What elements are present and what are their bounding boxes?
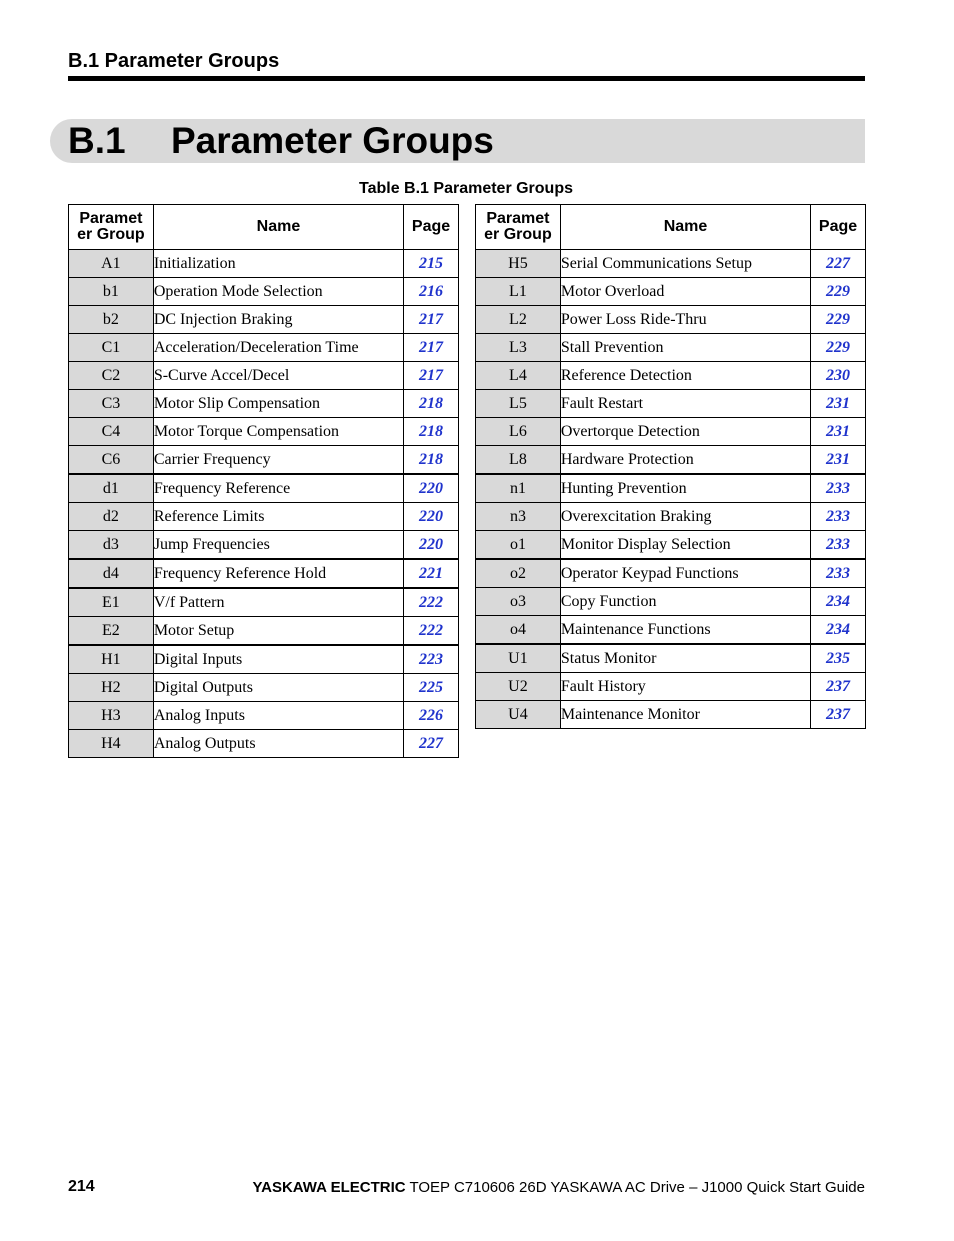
- parameter-name-cell: Initialization: [153, 250, 403, 278]
- table-row: [69, 474, 459, 503]
- parameter-name-cell: Carrier Frequency: [153, 446, 403, 475]
- page-link[interactable]: 223: [404, 645, 459, 674]
- parameter-group-cell: d1: [69, 474, 154, 503]
- page-link[interactable]: 217: [404, 334, 459, 362]
- column-header-group: Paramet er Group: [476, 205, 561, 250]
- table-row: [69, 446, 459, 475]
- parameter-group-cell: U4: [476, 701, 561, 729]
- parameter-group-cell: o2: [476, 559, 561, 588]
- parameter-group-cell: E2: [69, 617, 154, 646]
- column-header-page: Page: [811, 205, 866, 250]
- page-link[interactable]: 233: [811, 559, 866, 588]
- parameter-group-cell: L3: [476, 334, 561, 362]
- parameter-name-cell: Reference Detection: [560, 362, 810, 390]
- page-link[interactable]: 233: [811, 531, 866, 560]
- parameter-group-cell: b2: [69, 306, 154, 334]
- table-row: [69, 390, 459, 418]
- parameter-name-cell: Frequency Reference Hold: [153, 559, 403, 588]
- parameter-group-cell: H4: [69, 730, 154, 758]
- footer-doc: TOEP C710606 26D YASKAWA AC Drive – J1000 Quick Start Guide: [409, 1179, 865, 1196]
- parameter-name-cell: Monitor Display Selection: [560, 531, 810, 560]
- table-row: [476, 616, 866, 645]
- table-row: [476, 474, 866, 503]
- page-link[interactable]: 222: [404, 588, 459, 617]
- parameter-group-cell: d3: [69, 531, 154, 560]
- table-row: [69, 250, 459, 278]
- parameter-name-cell: Hunting Prevention: [560, 474, 810, 503]
- parameter-group-cell: U1: [476, 644, 561, 673]
- parameter-name-cell: Digital Inputs: [153, 645, 403, 674]
- parameter-group-cell: L5: [476, 390, 561, 418]
- parameter-group-cell: A1: [69, 250, 154, 278]
- page-link[interactable]: 220: [404, 531, 459, 560]
- table-row: [476, 503, 866, 531]
- parameter-name-cell: Reference Limits: [153, 503, 403, 531]
- parameter-name-cell: Jump Frequencies: [153, 531, 403, 560]
- page-link[interactable]: 229: [811, 334, 866, 362]
- page-link[interactable]: 229: [811, 306, 866, 334]
- parameter-group-cell: C1: [69, 334, 154, 362]
- table-row: [476, 362, 866, 390]
- parameter-group-cell: C6: [69, 446, 154, 475]
- parameter-group-cell: L4: [476, 362, 561, 390]
- page-link[interactable]: 225: [404, 674, 459, 702]
- column-header-name: Name: [153, 205, 403, 250]
- parameter-name-cell: Motor Setup: [153, 617, 403, 646]
- table-row: [476, 673, 866, 701]
- page-link[interactable]: 215: [404, 250, 459, 278]
- parameter-name-cell: Overexcitation Braking: [560, 503, 810, 531]
- footer-page-number: 214: [68, 1178, 95, 1195]
- parameter-name-cell: V/f Pattern: [153, 588, 403, 617]
- parameter-table-right: [475, 204, 866, 729]
- parameter-group-cell: H5: [476, 250, 561, 278]
- page-link[interactable]: 231: [811, 390, 866, 418]
- table-row: [476, 559, 866, 588]
- parameter-group-cell: U2: [476, 673, 561, 701]
- parameter-name-cell: Analog Inputs: [153, 702, 403, 730]
- parameter-name-cell: Hardware Protection: [560, 446, 810, 475]
- page-link[interactable]: 233: [811, 474, 866, 503]
- page-link[interactable]: 237: [811, 701, 866, 729]
- parameter-group-cell: o3: [476, 588, 561, 616]
- table-row: [476, 446, 866, 475]
- parameter-name-cell: Operator Keypad Functions: [560, 559, 810, 588]
- table-row: [69, 617, 459, 646]
- parameter-name-cell: Stall Prevention: [560, 334, 810, 362]
- parameter-group-cell: C3: [69, 390, 154, 418]
- parameter-group-cell: L1: [476, 278, 561, 306]
- table-row: [69, 531, 459, 560]
- page-link[interactable]: 231: [811, 418, 866, 446]
- parameter-name-cell: Analog Outputs: [153, 730, 403, 758]
- parameter-group-cell: H1: [69, 645, 154, 674]
- section-number: B.1: [68, 120, 126, 161]
- parameter-name-cell: Overtorque Detection: [560, 418, 810, 446]
- parameter-name-cell: Status Monitor: [560, 644, 810, 673]
- parameter-group-cell: L6: [476, 418, 561, 446]
- parameter-name-cell: Acceleration/Deceleration Time: [153, 334, 403, 362]
- parameter-group-cell: d2: [69, 503, 154, 531]
- table-row: [69, 306, 459, 334]
- parameter-group-cell: E1: [69, 588, 154, 617]
- parameter-group-cell: d4: [69, 559, 154, 588]
- table-row: [69, 674, 459, 702]
- table-row: [69, 702, 459, 730]
- table-row: [476, 306, 866, 334]
- table-row: [69, 334, 459, 362]
- parameter-name-cell: Motor Slip Compensation: [153, 390, 403, 418]
- parameter-name-cell: Maintenance Monitor: [560, 701, 810, 729]
- page-link[interactable]: 235: [811, 644, 866, 673]
- parameter-name-cell: DC Injection Braking: [153, 306, 403, 334]
- parameter-name-cell: S-Curve Accel/Decel: [153, 362, 403, 390]
- page-link[interactable]: 218: [404, 446, 459, 475]
- parameter-name-cell: Motor Torque Compensation: [153, 418, 403, 446]
- page-link[interactable]: 217: [404, 362, 459, 390]
- table-row: [69, 278, 459, 306]
- table-row: [69, 730, 459, 758]
- parameter-name-cell: Digital Outputs: [153, 674, 403, 702]
- header-rule: [68, 76, 865, 81]
- page-link[interactable]: 226: [404, 702, 459, 730]
- table-row: [476, 334, 866, 362]
- table-row: [69, 503, 459, 531]
- table-row: [476, 701, 866, 729]
- parameter-group-cell: o4: [476, 616, 561, 645]
- page-link[interactable]: 216: [404, 278, 459, 306]
- page-link[interactable]: 220: [404, 503, 459, 531]
- parameter-group-cell: n1: [476, 474, 561, 503]
- table-row: [69, 362, 459, 390]
- page-link[interactable]: 233: [811, 503, 866, 531]
- parameter-name-cell: Maintenance Functions: [560, 616, 810, 645]
- parameter-group-cell: H2: [69, 674, 154, 702]
- table-row: [476, 531, 866, 560]
- parameter-name-cell: Power Loss Ride-Thru: [560, 306, 810, 334]
- page-link[interactable]: 227: [404, 730, 459, 758]
- page-link[interactable]: 227: [811, 250, 866, 278]
- parameter-group-cell: C4: [69, 418, 154, 446]
- parameter-name-cell: Motor Overload: [560, 278, 810, 306]
- parameter-table-left: [68, 204, 459, 758]
- parameter-group-cell: L2: [476, 306, 561, 334]
- parameter-name-cell: Fault Restart: [560, 390, 810, 418]
- page-link[interactable]: 234: [811, 616, 866, 645]
- parameter-name-cell: Copy Function: [560, 588, 810, 616]
- table-caption: Table B.1 Parameter Groups: [359, 180, 573, 197]
- parameter-group-cell: b1: [69, 278, 154, 306]
- page-link[interactable]: 229: [811, 278, 866, 306]
- table-row: [476, 390, 866, 418]
- table-row: [69, 559, 459, 588]
- page-link[interactable]: 218: [404, 418, 459, 446]
- table-row: [476, 250, 866, 278]
- parameter-name-cell: Operation Mode Selection: [153, 278, 403, 306]
- page-link[interactable]: 221: [404, 559, 459, 588]
- table-row: [476, 588, 866, 616]
- column-header-group: Paramet er Group: [69, 205, 154, 250]
- page-link[interactable]: 218: [404, 390, 459, 418]
- parameter-name-cell: Fault History: [560, 673, 810, 701]
- page-link[interactable]: 220: [404, 474, 459, 503]
- page-link[interactable]: 230: [811, 362, 866, 390]
- column-header-page: Page: [404, 205, 459, 250]
- table-row: [476, 418, 866, 446]
- table-row: [476, 278, 866, 306]
- parameter-name-cell: Frequency Reference: [153, 474, 403, 503]
- footer-brand: YASKAWA ELECTRIC: [252, 1179, 406, 1196]
- parameter-name-cell: Serial Communications Setup: [560, 250, 810, 278]
- table-row: [476, 644, 866, 673]
- table-row: [69, 418, 459, 446]
- footer-text: [253, 1179, 866, 1196]
- column-header-name: Name: [560, 205, 810, 250]
- parameter-group-cell: C2: [69, 362, 154, 390]
- table-row: [69, 645, 459, 674]
- page-link[interactable]: 217: [404, 306, 459, 334]
- page-link[interactable]: 234: [811, 588, 866, 616]
- section-title: Parameter Groups: [171, 120, 494, 161]
- page-link[interactable]: 222: [404, 617, 459, 646]
- parameter-group-cell: o1: [476, 531, 561, 560]
- table-row: [69, 588, 459, 617]
- page-link[interactable]: 231: [811, 446, 866, 475]
- running-head: B.1 Parameter Groups: [68, 50, 280, 72]
- parameter-group-cell: H3: [69, 702, 154, 730]
- parameter-group-cell: L8: [476, 446, 561, 475]
- parameter-group-cell: n3: [476, 503, 561, 531]
- page-link[interactable]: 237: [811, 673, 866, 701]
